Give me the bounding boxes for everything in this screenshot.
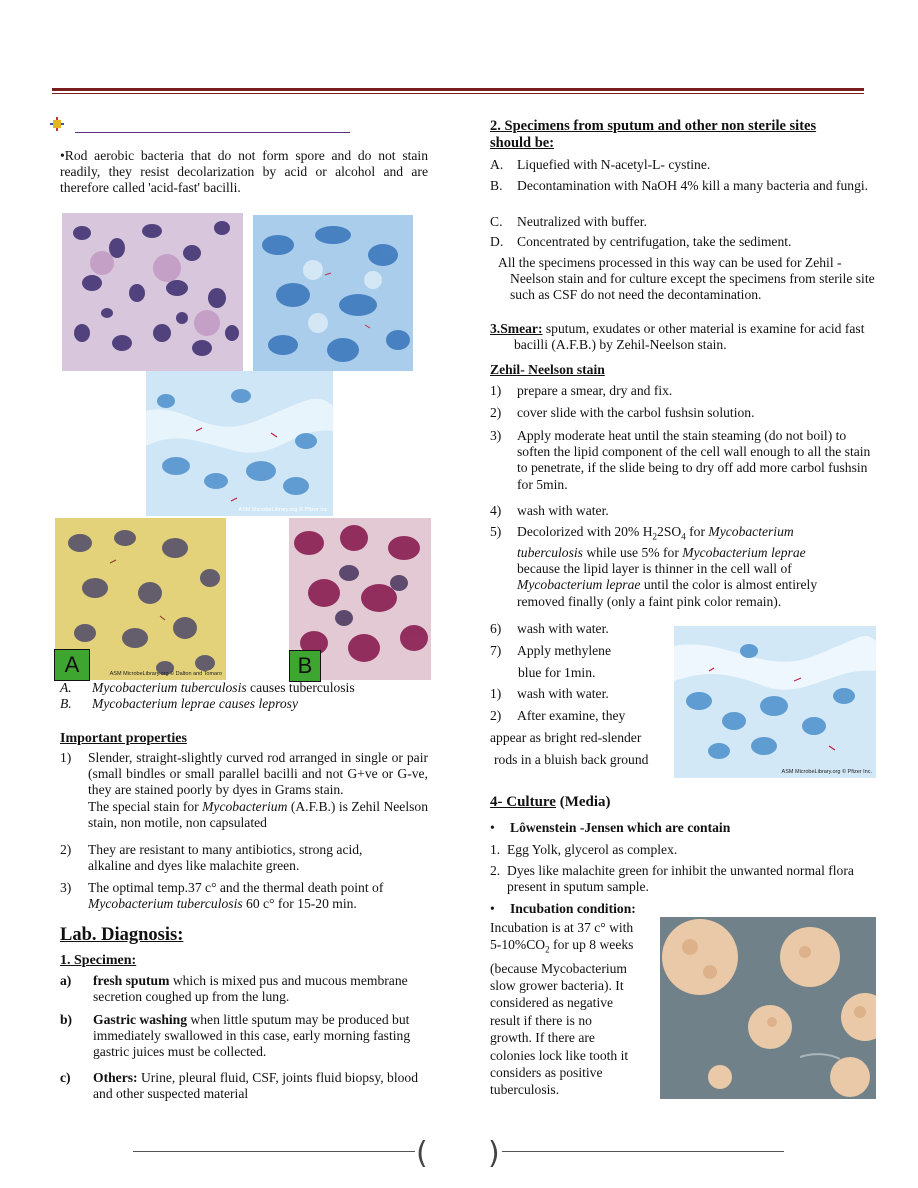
footer-rule-right (502, 1151, 784, 1152)
header-rule-thin (52, 93, 864, 94)
heading-underline (75, 132, 350, 133)
image-credit: ASM MicrobeLibrary.org © Pfizer Inc. (238, 507, 329, 513)
specimen-a: a) fresh sputum which is mixed pus and mucous membrane secretion coughed up from the lung. (60, 973, 408, 1005)
zn-step-9: 2) After examine, they (490, 708, 626, 723)
footer-rule-left (133, 1151, 415, 1152)
micrograph-acid-fast-center (146, 371, 333, 516)
incubation-heading: • Incubation condition: (490, 901, 636, 916)
zn-conclusion-line-2: rods in a bluish back ground (494, 752, 649, 767)
zn-step-3: 3) Apply moderate heat until the stain steaming (do not boil) to soften the lipid component of the cell wall enough to all the stain to penetrate, if the slide being to dry off add more carbol fushsin for 5min. (490, 428, 871, 492)
zn-step-2: 2) cover slide with the carbol fushsin solution. (490, 405, 755, 420)
property-1: 1) Slender, straight-slightly curved rod arranged in single or pair (small bindles or small parallel bacilli and not G+ve or G-ve, they are stained poorly by dyes in Grams stain. The special stain for Mycobacterium (A.F.B.) is Zehil Neelson stain, non motile, non capsulated (60, 750, 428, 830)
header-rule (52, 88, 864, 91)
zn-step-4: 4) wash with water. (490, 503, 609, 518)
culture-colonies-photo (660, 917, 876, 1099)
footer-bracket-left: ( (416, 1136, 428, 1171)
zn-step-6: 6) wash with water. (490, 621, 609, 636)
sputum-specimens-heading: 2. Specimens from sputum and other non sterile sites should be: (490, 118, 817, 151)
lj-item-1: 1. Egg Yolk, glycerol as complex. (490, 842, 678, 857)
specimen-c: c) Others: Urine, pleural fluid, CSF, joints fluid biopsy, blood and other suspected material (60, 1070, 419, 1102)
zn-step-1: 1) prepare a smear, dry and fix. (490, 383, 673, 398)
sec2-item-d: D. Concentrated by centrifugation, take the sediment. (490, 234, 792, 249)
important-properties-heading: Important properties (60, 731, 187, 746)
property-3: 3) The optimal temp.37 c° and the thermal death point of Mycobacterium tuberculosis 60 c° for 15-20 min. (60, 880, 384, 912)
smear-paragraph: 3.Smear: sputum, exudates or other material is examine for acid fast bacilli (A.F.B.) by Zehil-Neelson stain. (490, 321, 865, 353)
caption-a: A. Mycobacterium tuberculosis causes tuberculosis (60, 680, 355, 695)
figure-tag-a: A (54, 649, 90, 681)
zn-step-7: 7) Apply methylene (490, 643, 612, 658)
sec2-note: All the specimens processed in this way can be used for Zehil -Neelson stain and for culture except the specimens from sterile site such as CSF do not need the decontamination. (498, 255, 875, 303)
sec2-item-a: A. Liquefied with N-acetyl-L- cystine. (490, 157, 711, 172)
culture-heading: 4- Culture (Media) (490, 794, 611, 810)
specimen-b: b) Gastric washing when little sputum may be produced but immediately swallowed in this case, early morning fasting gastric juices must be collected. (60, 1012, 411, 1060)
lj-medium: • Lôwenstein -Jensen which are contain (490, 820, 731, 835)
zn-conclusion-line-1: appear as bright red-slender (490, 730, 642, 745)
pin-icon (50, 117, 64, 131)
image-credit: ASM MicrobeLibrary.org © Pfizer Inc. (781, 769, 872, 775)
sec2-item-b: B. Decontamination with NaOH 4% kill a many bacteria and fungi. (490, 178, 869, 193)
zn-step-7-cont: blue for 1min. (518, 665, 596, 680)
zn-step-8: 1) wash with water. (490, 686, 609, 701)
intro-paragraph: •Rod aerobic bacteria that do not form spore and do not stain readily, they resist decolarization by acid or alcohol and are therefore called 'acid-fast' bacilli. (60, 148, 428, 196)
property-2: 2) They are resistant to many antibiotics, strong acid, alkaline and dyes like malachite green. (60, 842, 363, 874)
image-credit: ASM MicrobeLibrary.org © Dalton and Tomaro (109, 671, 222, 677)
micrograph-tissue-purple (62, 213, 243, 371)
incubation-text: Incubation is at 37 c° with $5-10\%CO_2$ for up 8 weeks (because Mycobacterium slow grower bacteria). It considered as negative result if there is no growth. If there are colonies lock like tooth it considers as positive tuberculosis. (490, 920, 634, 1098)
lab-diagnosis-heading: Lab. Diagnosis: (60, 925, 184, 945)
caption-b: B. Mycobacterium leprae causes leprosy (60, 696, 298, 711)
micrograph-zn-stain (674, 626, 876, 778)
figure-tag-b: B (289, 650, 321, 682)
micrograph-blue-tissue (253, 215, 413, 371)
lj-item-2: 2. Dyes like malachite green for inhibit the unwanted normal flora present in sputum sample. (490, 863, 854, 895)
zn-step-5: 5) Decolorized with 20% $H_22SO_4$ for Mycobacterium tuberculosis while use 5% for Mycobacterium leprae because the lipid layer is thinner in the cell wall of Mycobacterium leprae until the color is almost entirely removed finally (only a faint pink color remain). (490, 524, 818, 609)
footer-bracket-right: ) (488, 1136, 500, 1171)
specimen-heading: 1. Specimen: (60, 953, 137, 968)
sec2-item-c: C. Neutralized with buffer. (490, 214, 647, 229)
zn-stain-heading: Zehil- Neelson stain (490, 362, 605, 377)
